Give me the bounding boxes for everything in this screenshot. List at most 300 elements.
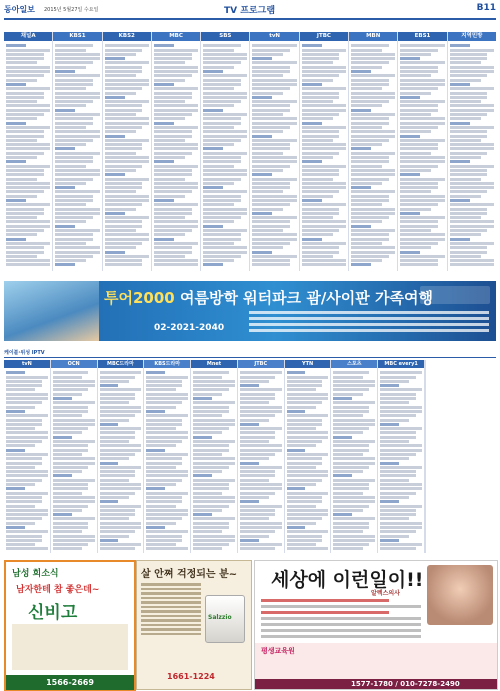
program-line [203,100,241,103]
program-line [450,169,488,172]
program-line [252,53,283,56]
program-line [400,160,444,163]
program-line [351,135,395,138]
program-line [287,547,329,550]
program-line [55,96,99,99]
program-line [6,79,37,82]
program-line [53,466,89,469]
program-line [252,109,290,112]
travel-ad-banner[interactable] [4,281,496,341]
program-line [100,505,142,508]
program-line [302,195,333,198]
program-line [105,229,136,232]
program-line [400,203,438,206]
program-line [302,100,333,103]
program-line [105,79,149,82]
program-line [287,466,316,469]
program-line [146,535,182,538]
program-line [302,74,340,77]
program-line [193,487,229,490]
program-list [4,41,52,271]
program-line [105,61,149,64]
program-line [193,380,235,383]
program-line [351,160,389,163]
program-line [287,487,306,490]
program-line [380,466,422,469]
ad-headline-text: 여름방학 워터파크 괌/사이판 가족여행 [179,289,433,307]
program-line [252,199,296,202]
program-line [450,165,494,168]
program-line [146,547,188,550]
program-line [55,160,93,163]
program-line [400,130,431,133]
program-line [252,143,290,146]
program-line [240,453,276,456]
program-line [55,126,86,129]
program-line [252,195,296,198]
program-line [450,203,494,206]
program-line [146,517,182,520]
program-line [154,61,185,64]
program-line [240,444,282,447]
program-line [53,522,89,525]
program-line [287,539,323,542]
program-line [400,143,438,146]
program-line [193,423,235,426]
program-line [53,513,72,516]
program-list [152,41,200,271]
channel-column [53,32,102,271]
program-line [450,53,488,56]
program-line [146,505,175,508]
program-line [6,229,44,232]
program-line [146,419,182,422]
program-line [154,229,192,232]
program-line [400,49,438,52]
program-line [55,109,75,112]
program-line [287,427,316,430]
program-line [400,251,420,254]
program-list [285,368,331,553]
program-line [105,152,136,155]
program-line [252,242,290,245]
program-line [154,92,192,95]
program-line [400,195,444,198]
program-line [6,160,26,163]
program-line [55,263,75,266]
program-line [193,431,222,434]
program-line [351,216,389,219]
program-line [351,83,389,86]
program-line [351,96,395,99]
program-line [302,79,333,82]
program-line [6,61,37,64]
program-line [6,152,44,155]
program-line [105,104,143,107]
program-line [287,483,316,486]
program-line [400,57,420,60]
program-line [203,208,247,211]
program-line [380,401,409,404]
program-line [351,220,382,223]
program-line [6,513,48,516]
program-line [351,109,371,112]
program-line [105,100,149,103]
program-line [53,543,89,546]
program-line [146,414,188,417]
program-line [400,61,444,64]
program-line [203,143,234,146]
program-line [105,259,143,262]
program-line [53,453,82,456]
program-line [53,380,95,383]
program-line [193,414,222,417]
program-line [287,376,329,379]
program-line [154,70,198,73]
program-line [193,462,235,465]
program-line [193,444,229,447]
program-line [193,509,222,512]
program-line [100,522,142,525]
program-line [240,526,282,529]
program-line [53,401,95,404]
program-line [400,83,444,86]
program-line [154,199,174,202]
ad-left-image [12,624,128,670]
program-line [302,44,322,47]
program-line [193,547,222,550]
program-line [450,74,488,77]
program-line [302,117,333,120]
program-line [105,135,125,138]
program-line [240,449,282,452]
program-line [333,526,369,529]
program-line [302,53,340,56]
program-line [105,57,125,60]
program-line [450,109,494,112]
program-line [55,66,86,69]
program-line [193,526,229,529]
program-line [351,100,389,103]
program-line [55,182,86,185]
program-line [146,397,188,400]
program-line [55,53,99,56]
program-line [154,251,192,254]
program-line [105,83,149,86]
program-line [302,143,346,146]
program-line [302,233,333,236]
event-ad-right[interactable] [254,560,498,690]
program-line [351,92,395,95]
program-line [55,113,99,116]
program-line [203,113,247,116]
program-line [6,186,50,189]
program-line [287,414,329,417]
channel-column [398,32,447,271]
program-line [105,169,136,172]
program-line [380,371,422,374]
program-line [55,251,99,254]
program-line [450,242,494,245]
program-line [154,208,192,211]
program-line [105,255,149,258]
program-line [400,139,444,142]
program-line [146,427,175,430]
program-line [6,199,26,202]
program-line [400,96,420,99]
program-line [105,147,143,150]
program-line [193,479,235,482]
program-line [6,117,37,120]
program-line [55,190,99,193]
channel-header: 채널A [4,32,52,41]
program-line [55,186,75,189]
program-line [287,419,323,422]
program-line [450,259,494,262]
program-line [100,431,136,434]
program-line [203,182,234,185]
program-line [351,186,371,189]
program-line [450,49,494,52]
program-line [53,487,89,490]
program-line [53,500,95,503]
ad-right-phone: 1577-1780 / 010-7278-2490 [351,680,460,688]
program-line [100,483,142,486]
program-line [400,225,438,228]
program-line [6,109,50,112]
program-line [53,427,89,430]
program-line [252,251,272,254]
channel-column [4,360,51,553]
program-line [252,44,296,47]
program-line [252,169,283,172]
program-line [105,195,149,198]
program-line [333,410,369,413]
program-line [400,165,438,168]
program-line [380,440,409,443]
program-line [240,505,282,508]
program-line [146,474,188,477]
program-line [252,83,296,86]
program-line [450,186,494,189]
program-line [240,384,259,387]
program-line [100,419,129,422]
program-line [53,397,72,400]
program-line [146,440,182,443]
program-line [6,419,42,422]
program-line [193,427,229,430]
ad-left-product: 신비고 [28,603,78,623]
program-line [100,496,129,499]
program-line [252,130,283,133]
program-line [351,126,382,129]
program-line [380,479,409,482]
program-line [351,199,389,202]
program-line [154,220,198,223]
program-line [380,483,422,486]
program-line [252,92,283,95]
program-list [144,368,190,553]
program-line [203,169,247,172]
program-line [302,109,346,112]
ad-photo [4,281,99,341]
channel-column [238,360,285,553]
program-line [287,393,329,396]
program-line [154,139,185,142]
program-line [203,44,241,47]
program-line [154,212,192,215]
program-line [100,462,119,465]
program-line [100,436,136,439]
program-line [351,49,382,52]
program-line [203,212,247,215]
program-line [55,130,99,133]
program-line [450,143,494,146]
program-line [252,122,296,125]
program-line [146,530,188,533]
program-line [203,156,241,159]
program-line [193,483,229,486]
program-line [333,487,369,490]
program-line [380,423,399,426]
program-line [146,479,182,482]
program-line [203,173,247,176]
program-line [100,500,119,503]
program-line [302,212,340,215]
program-line [193,401,235,404]
program-line [100,513,136,516]
program-line [154,173,192,176]
program-line [351,87,382,90]
program-line [105,122,149,125]
program-line [203,229,247,232]
program-line [154,195,185,198]
program-line [302,139,333,142]
program-line [252,100,296,103]
program-line [55,199,93,202]
program-line [380,492,416,495]
program-line [333,505,369,508]
program-line [6,414,48,417]
program-line [450,96,488,99]
program-line [55,169,99,172]
program-line [380,388,422,391]
program-line [146,487,165,490]
program-line [6,225,50,228]
program-line [105,160,149,163]
program-line [105,182,143,185]
program-line [193,543,229,546]
program-line [6,233,37,236]
program-line [6,505,35,508]
program-line [6,436,48,439]
ad-left-slogan: 남자한테 참 좋은데~ [16,585,100,595]
program-line [55,117,93,120]
program-line [302,165,346,168]
program-line [6,190,44,193]
program-line [380,436,416,439]
program-line [203,195,241,198]
health-ad-left[interactable] [4,560,136,691]
program-line [6,53,44,56]
program-line [302,216,333,219]
program-line [240,517,269,520]
program-line [6,401,42,404]
program-line [333,500,375,503]
program-line [53,535,95,538]
program-line [203,152,247,155]
program-line [55,79,93,82]
program-line [450,212,488,215]
program-line [55,156,93,159]
program-line [240,496,269,499]
program-line [193,384,235,387]
section2-title: 케이블·위성 IPTV [4,350,45,356]
program-line [105,233,149,236]
program-line [53,384,95,387]
program-line [252,74,283,77]
program-line [287,517,323,520]
program-line [400,208,431,211]
program-line [154,156,185,159]
side-listing [425,360,496,553]
program-line [100,487,142,490]
program-line [193,376,222,379]
program-line [6,66,50,69]
program-line [55,147,75,150]
program-line [380,505,422,508]
program-line [302,87,346,90]
program-line [193,419,235,422]
program-line [252,135,272,138]
ad-middle-phone: 1661-1224 [167,672,215,681]
program-list [103,41,151,271]
tv-schedule-grid [4,32,496,271]
program-line [154,100,185,103]
program-line [100,530,136,533]
program-line [105,130,136,133]
program-line [450,70,494,73]
program-line [100,440,129,443]
program-line [6,130,44,133]
program-line [146,522,175,525]
ad-middle-product-image [205,595,245,643]
program-line [203,242,234,245]
program-line [252,126,290,129]
program-line [252,57,272,60]
program-line [380,431,416,434]
program-line [380,522,422,525]
program-line [154,135,192,138]
program-line [380,470,416,473]
program-line [53,496,95,499]
program-line [203,160,241,163]
program-line [333,444,369,447]
program-line [252,225,290,228]
program-line [105,74,136,77]
program-line [240,410,282,413]
diet-ad-middle[interactable] [136,560,252,690]
program-line [400,190,431,193]
program-line [287,384,323,387]
program-line [203,96,247,99]
channel-header: Mnet [191,360,237,368]
program-line [105,70,143,73]
cable-schedule-grid [4,360,496,553]
ad-headline [104,287,433,308]
program-line [287,444,316,447]
program-list [300,41,348,271]
